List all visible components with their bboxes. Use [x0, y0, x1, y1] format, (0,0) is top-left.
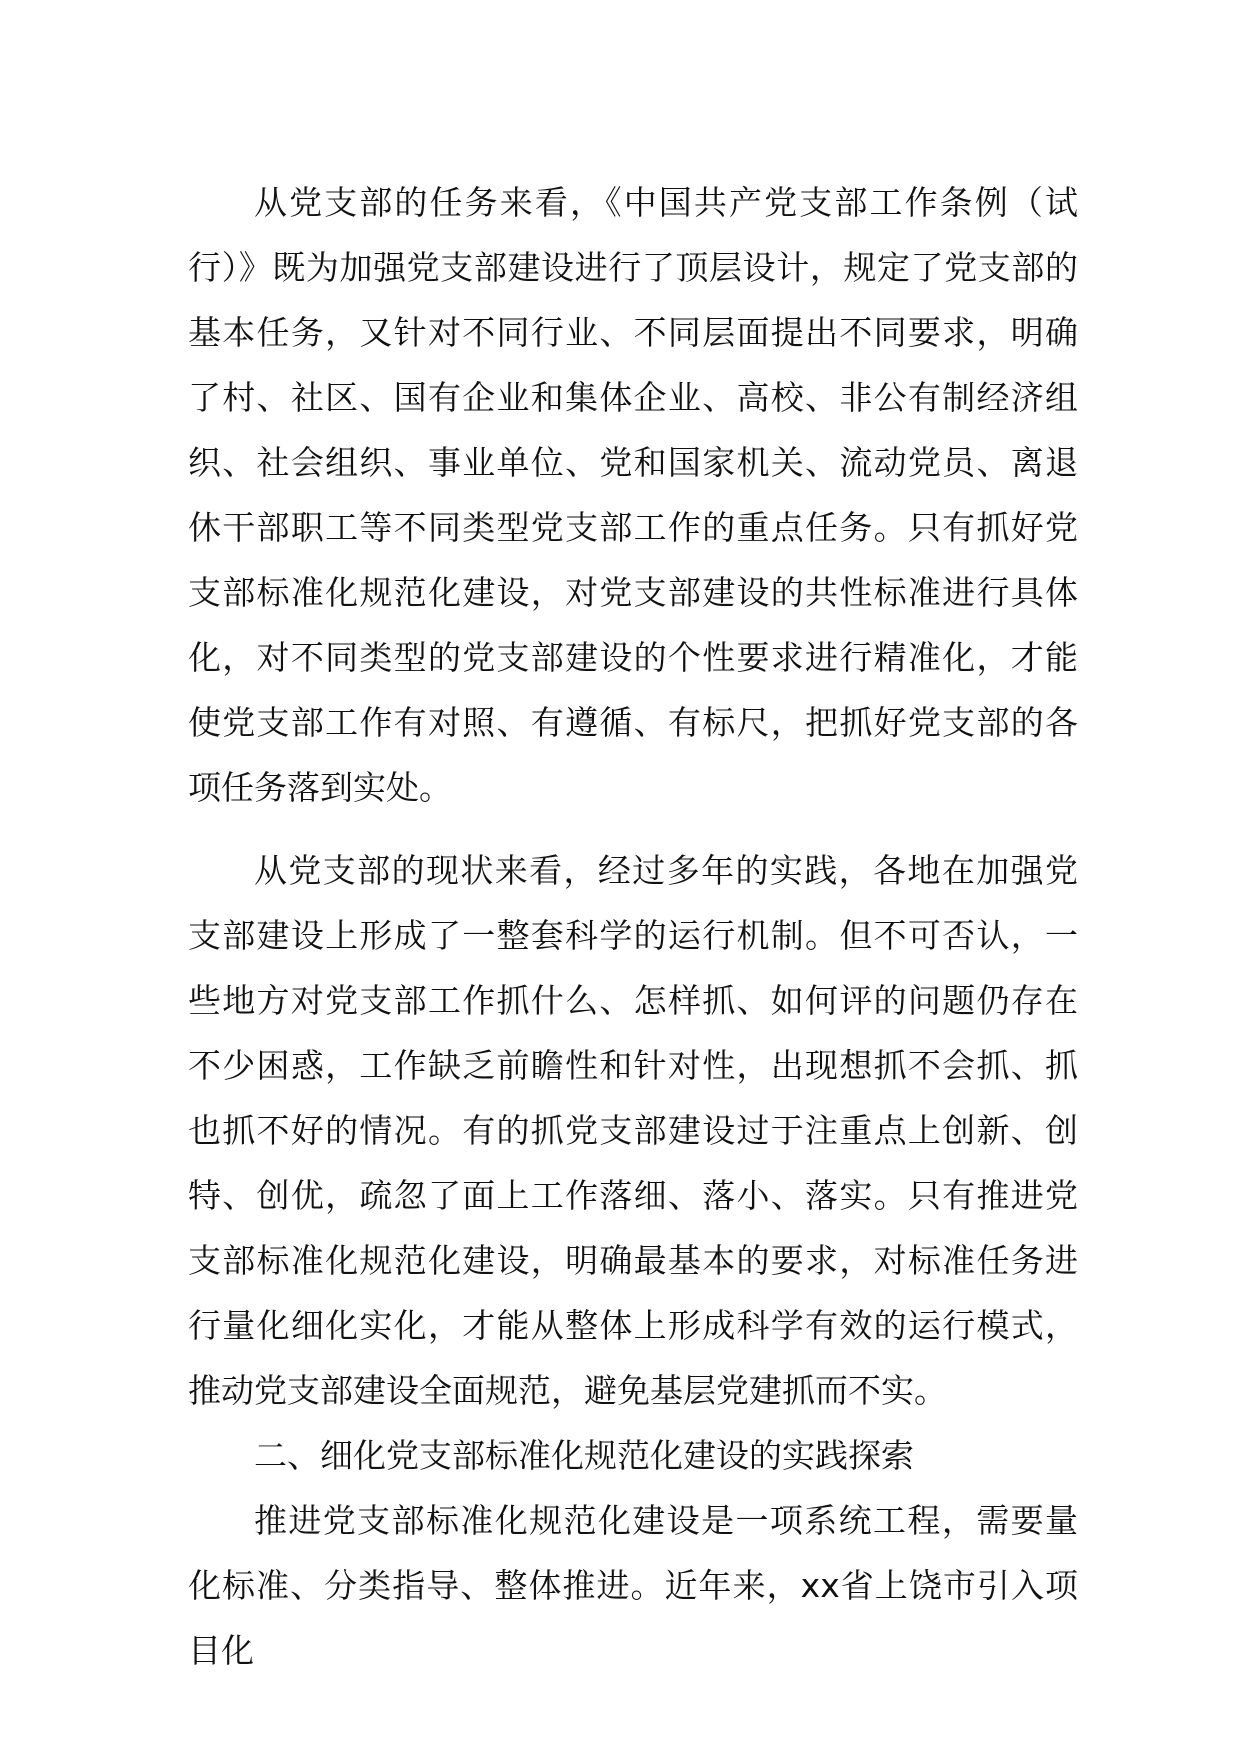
- paragraph-practice-intro: 推进党支部标准化规范化建设是一项系统工程，需要量化标准、分类指导、整体推进。近年来，xx省上饶市引入项目化: [188, 1501, 1078, 1670]
- paragraph-status-perspective: 从党支部的现状来看，经过多年的实践，各地在加强党支部建设上形成了一整套科学的运行机制。但不可否认，一些地方对党支部工作抓什么、怎样抓、如何评的问题仍存在不少困惑，工作缺乏前瞻性和针对性，出现想抓不会抓、抓也抓不好的情况。有的抓党支部建设过于注重点上创新、创特、创优，疏忽了面上工作落细、落小、落实。只有推进党支部标准化规范化建设，明确最基本的要求，对标准任务进行量化细化实化，才能从整体上形成科学有效的运行模式，推动党支部建设全面规范，避免基层党建抓而不实。: [188, 851, 1078, 1410]
- document-body: [188, 170, 1078, 1683]
- paragraph-task-perspective: 从党支部的任务来看，《中国共产党支部工作条例（试行）》既为加强党支部建设进行了顶层设计，规定了党支部的基本任务，又针对不同行业、不同层面提出不同要求，明确了村、社区、国有企业和集体企业、高校、非公有制经济组织、社会组织、事业单位、党和国家机关、流动党员、离退休干部职工等不同类型党支部工作的重点任务。只有抓好党支部标准化规范化建设，对党支部建设的共性标准进行具体化，对不同类型的党支部建设的个性要求进行精准化，才能使党支部工作有对照、有遵循、有标尺，把抓好党支部的各项任务落到实处。: [188, 183, 1078, 807]
- section-heading: 二、细化党支部标准化规范化建设的实践探索: [254, 1436, 914, 1475]
